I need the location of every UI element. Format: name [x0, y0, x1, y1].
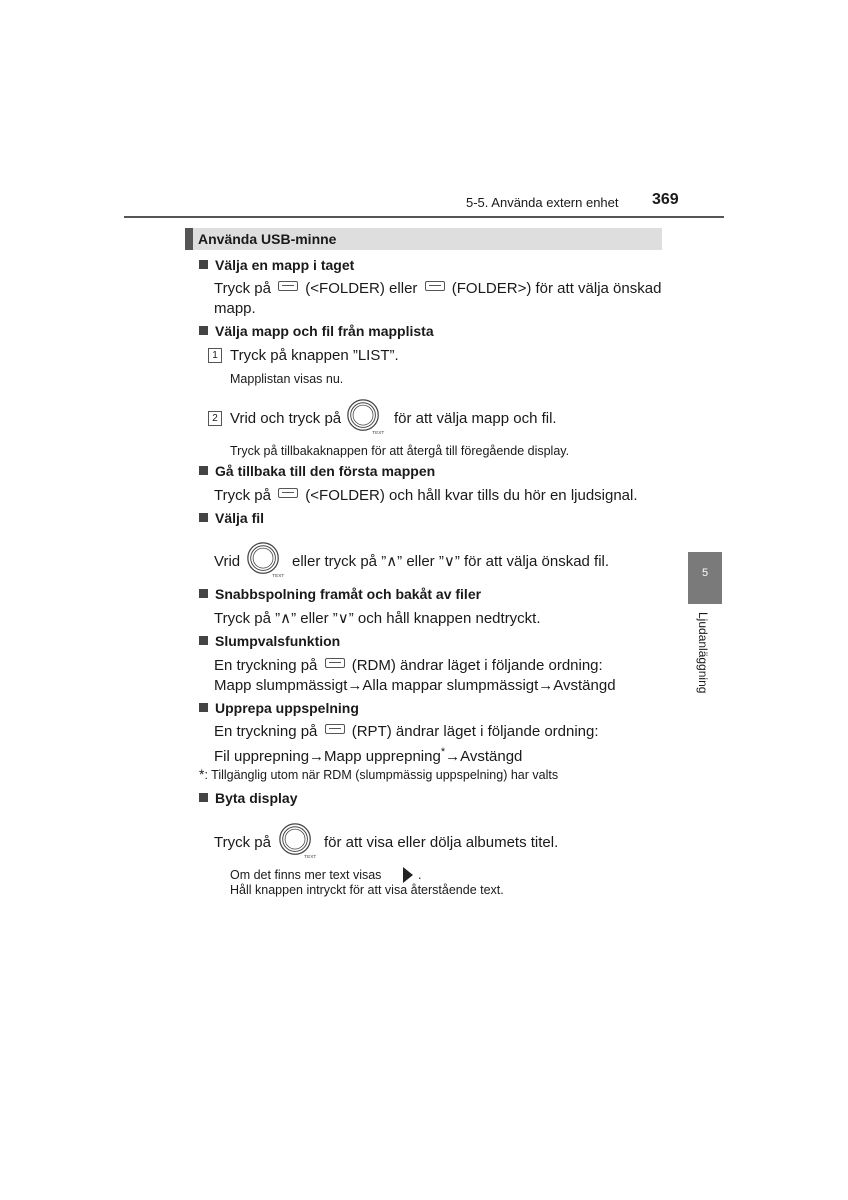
- svg-text:TEXT: TEXT: [272, 574, 285, 580]
- note-more-text: Om det finns mer text visas: [230, 868, 382, 882]
- s6-line1: En tryckning på (RDM) ändrar läget i följande ordning:: [214, 657, 603, 674]
- bullet-square-icon: [199, 260, 208, 269]
- heading-repeat: Upprepa uppspelning: [199, 700, 359, 716]
- button-icon: [278, 488, 298, 498]
- heading-first-folder: Gå tillbaka till den första mappen: [199, 463, 435, 479]
- bullet-square-icon: [199, 326, 208, 335]
- section-header: 5-5. Använda extern enhet: [466, 195, 619, 210]
- s1-line2: mapp.: [214, 300, 256, 317]
- step-1: 1 Tryck på knappen ”LIST”.: [208, 346, 399, 366]
- s1-line1: Tryck på (<FOLDER) eller (FOLDER>) för att välja önskad: [214, 280, 662, 297]
- s4-line1-end: eller tryck på ”∧” eller ”∨” för att välja önskad fil.: [292, 553, 610, 570]
- bullet-square-icon: [199, 466, 208, 475]
- step-2-text-end: för att välja mapp och fil.: [394, 410, 557, 427]
- bullet-square-icon: [199, 703, 208, 712]
- footnote: *: Tillgänglig utom när RDM (slumpmässig uppspelning) har valts: [199, 766, 559, 782]
- tune-knob-icon: [277, 822, 315, 860]
- button-icon: [325, 724, 345, 734]
- tune-knob-icon: [345, 398, 383, 436]
- svg-text:TEXT: TEXT: [304, 855, 317, 861]
- step-number-box: 2: [208, 411, 222, 426]
- s7-line1: En tryckning på (RPT) ändrar läget i följande ordning:: [214, 723, 599, 740]
- heading-select-file: Välja fil: [199, 510, 264, 526]
- svg-text:TEXT: TEXT: [372, 431, 385, 437]
- button-icon: [278, 281, 298, 291]
- heading-change-display: Byta display: [199, 790, 297, 806]
- bullet-square-icon: [199, 589, 208, 598]
- chapter-number: 5: [701, 567, 709, 579]
- title-accent: [185, 228, 193, 250]
- tune-knob-icon: [245, 541, 283, 579]
- note-hold-button: Håll knappen intryckt för att visa återstående text.: [230, 883, 504, 897]
- s4-line1-start: Vrid: [214, 553, 241, 570]
- bullet-square-icon: [199, 793, 208, 802]
- step-number-box: 1: [208, 348, 222, 363]
- step-2-text: 2 Vrid och tryck på: [208, 409, 341, 429]
- page-number: 369: [652, 191, 679, 208]
- bullet-square-icon: [199, 636, 208, 645]
- note-folder-list-shown: Mapplistan visas nu.: [230, 372, 344, 386]
- s8-line1-start: Tryck på: [214, 834, 271, 851]
- s7-line2: Fil upprepning→Mapp upprepning*→Avstängd: [214, 746, 523, 765]
- heading-folder-list: Välja mapp och fil från mapplista: [199, 323, 434, 339]
- bullet-square-icon: [199, 513, 208, 522]
- button-icon: [425, 281, 445, 291]
- note-more-text-end: .: [418, 868, 422, 882]
- s3-line1: Tryck på (<FOLDER) och håll kvar tills du hör en ljudsignal.: [214, 487, 638, 504]
- s8-line1-end: för att visa eller dölja albumets titel.: [324, 834, 559, 851]
- section-title: Använda USB-minne: [198, 231, 337, 247]
- heading-random: Slumpvalsfunktion: [199, 633, 340, 649]
- heading-fast-forward: Snabbspolning framåt och bakåt av filer: [199, 586, 481, 602]
- button-icon: [325, 658, 345, 668]
- s5-line1: Tryck på ”∧” eller ”∨” och håll knappen nedtryckt.: [214, 610, 541, 627]
- section-title-bar: [185, 228, 662, 250]
- s6-line2: Mapp slumpmässigt→Alla mappar slumpmässigt→Avstängd: [214, 677, 616, 694]
- note-back-button: Tryck på tillbakaknappen för att återgå till föregående display.: [230, 444, 570, 458]
- heading-select-folder: Välja en mapp i taget: [199, 257, 354, 273]
- chapter-tab: [688, 552, 722, 604]
- header-divider: [124, 216, 724, 218]
- chapter-label: Ljudanläggning: [696, 612, 710, 694]
